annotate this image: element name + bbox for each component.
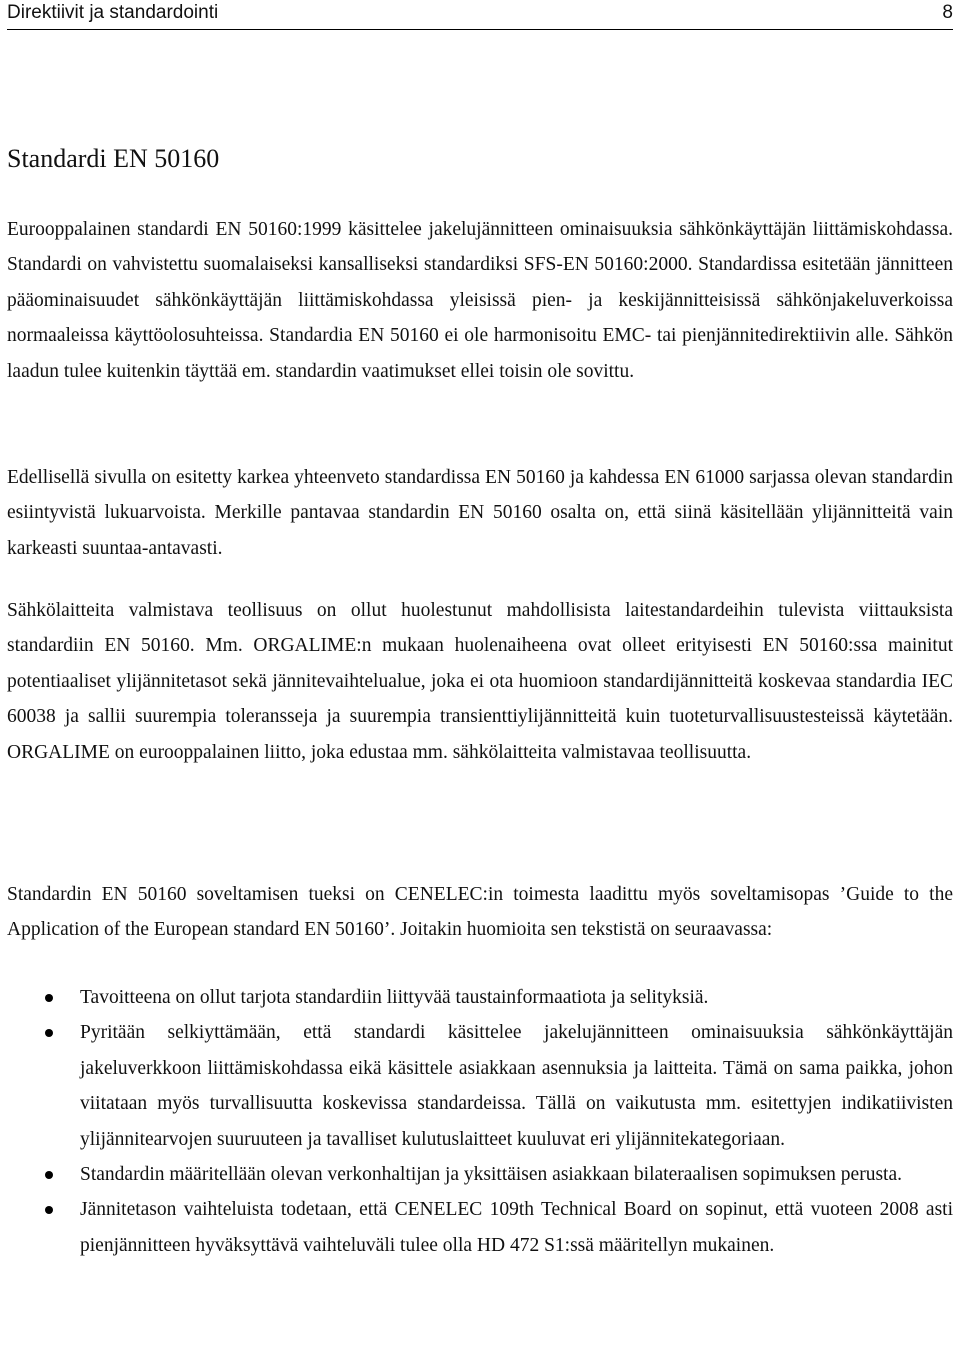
list-item [7, 980, 953, 1015]
bullet-icon [45, 1171, 53, 1179]
paragraph-industry-concerns: Sähkölaitteita valmistava teollisuus on ollut huolestunut mahdollisista laitestandardeihin tulevista viittauksista standardiin EN 50160. Mm. ORGALIME:n mukaan huolenaiheena ovat olleet erityisesti EN 50160:ssa mainitut potentiaaliset ylijännitetasot sekä jännitevaihtelualue, joka ei ota huomioon standardijännitteitä koskevaa standardia IEC 60038 ja sallii suurempia toleransseja ja suurempia transienttiylijännitteitä kuin tuoteturvallisuustesteissä käytetään. ORGALIME on eurooppalainen liitto, joka edustaa mm. sähkölaitteita valmistavaa teollisuutta. [7, 600, 953, 763]
list-item-text: Standardin määritellään olevan verkonhaltijan ja yksittäisen asiakkaan bilateraalisen sopimuksen perusta. [80, 1164, 902, 1186]
list-item [7, 1015, 953, 1157]
bullet-list [7, 980, 953, 1263]
header-title: Direktiivit ja standardointi [7, 2, 219, 23]
paragraph-application-guide: Standardin EN 50160 soveltamisen tueksi on CENELEC:in toimesta laadittu myös soveltamisopas ’Guide to the Application of the European standard EN 50160’. Joitakin huomioita sen tekstistä on seuraavassa: [7, 884, 953, 941]
page-header [7, 0, 953, 30]
page-number: 8 [942, 2, 953, 23]
bullet-icon [45, 1206, 53, 1214]
list-item-text: Pyritään selkiyttämään, että standardi käsittelee jakelujännitteen ominaisuuksia sähkönkäyttäjän jakeluverkkoon liittämiskohdassa eikä käsittele asiakkaan asennuksia ja laitteita. Tämä on sama paikka, johon viitataan myös turvallisuutta koskevissa standardeissa. Tällä on vaikutusta mm. esitettyjen indikatiivisten ylijännitearvojen suuruuteen ja tavalliset kulutuslaitteet kuuluvat eri ylijännitekategoriaan. [80, 1022, 953, 1150]
section-heading: Standardi EN 50160 [7, 144, 220, 173]
paragraph-summary: Edellisellä sivulla on esitetty karkea yhteenveto standardissa EN 50160 ja kahdessa EN 61000 sarjassa olevan standardin esiintyvistä lukuarvoista. Merkille pantavaa standardin EN 50160 osalta on, että siinä käsitellään ylijännitteitä vain karkeasti suuntaa-antavasti. [7, 467, 953, 559]
list-item [7, 1192, 953, 1263]
list-item-text: Jännitetason vaihteluista todetaan, että CENELEC 109th Technical Board on sopinut, että vuoteen 2008 asti pienjännitteen hyväksyttävä vaihteluväli tulee olla HD 472 S1:ssä määritellyn mukainen. [80, 1199, 953, 1256]
paragraph-standard-intro: Eurooppalainen standardi EN 50160:1999 käsittelee jakelujännitteen ominaisuuksia sähkönkäyttäjän liittämiskohdassa. Standardi on vahvistettu suomalaiseksi kansalliseksi standardiksi SFS-EN 50160:2000. Standardissa esitetään jännitteen pääominaisuudet sähkönkäyttäjän liittämiskohdassa yleisissä pien- ja keskijännitteisissä sähkönjakeluverkoissa normaaleissa käyttöolosuhteissa. Standardia EN 50160 ei ole harmonisoitu EMC- tai pienjännitedirektiivin alle. Sähkön laadun tulee kuitenkin täyttää em. standardin vaatimukset ellei toisin ole sovittu. [7, 219, 953, 382]
list-item-text: Tavoitteena on ollut tarjota standardiin liittyvää taustainformaatiota ja selityksiä. [80, 987, 709, 1008]
bullet-icon [45, 1029, 53, 1037]
bullet-icon [45, 994, 53, 1002]
list-item [7, 1157, 953, 1192]
